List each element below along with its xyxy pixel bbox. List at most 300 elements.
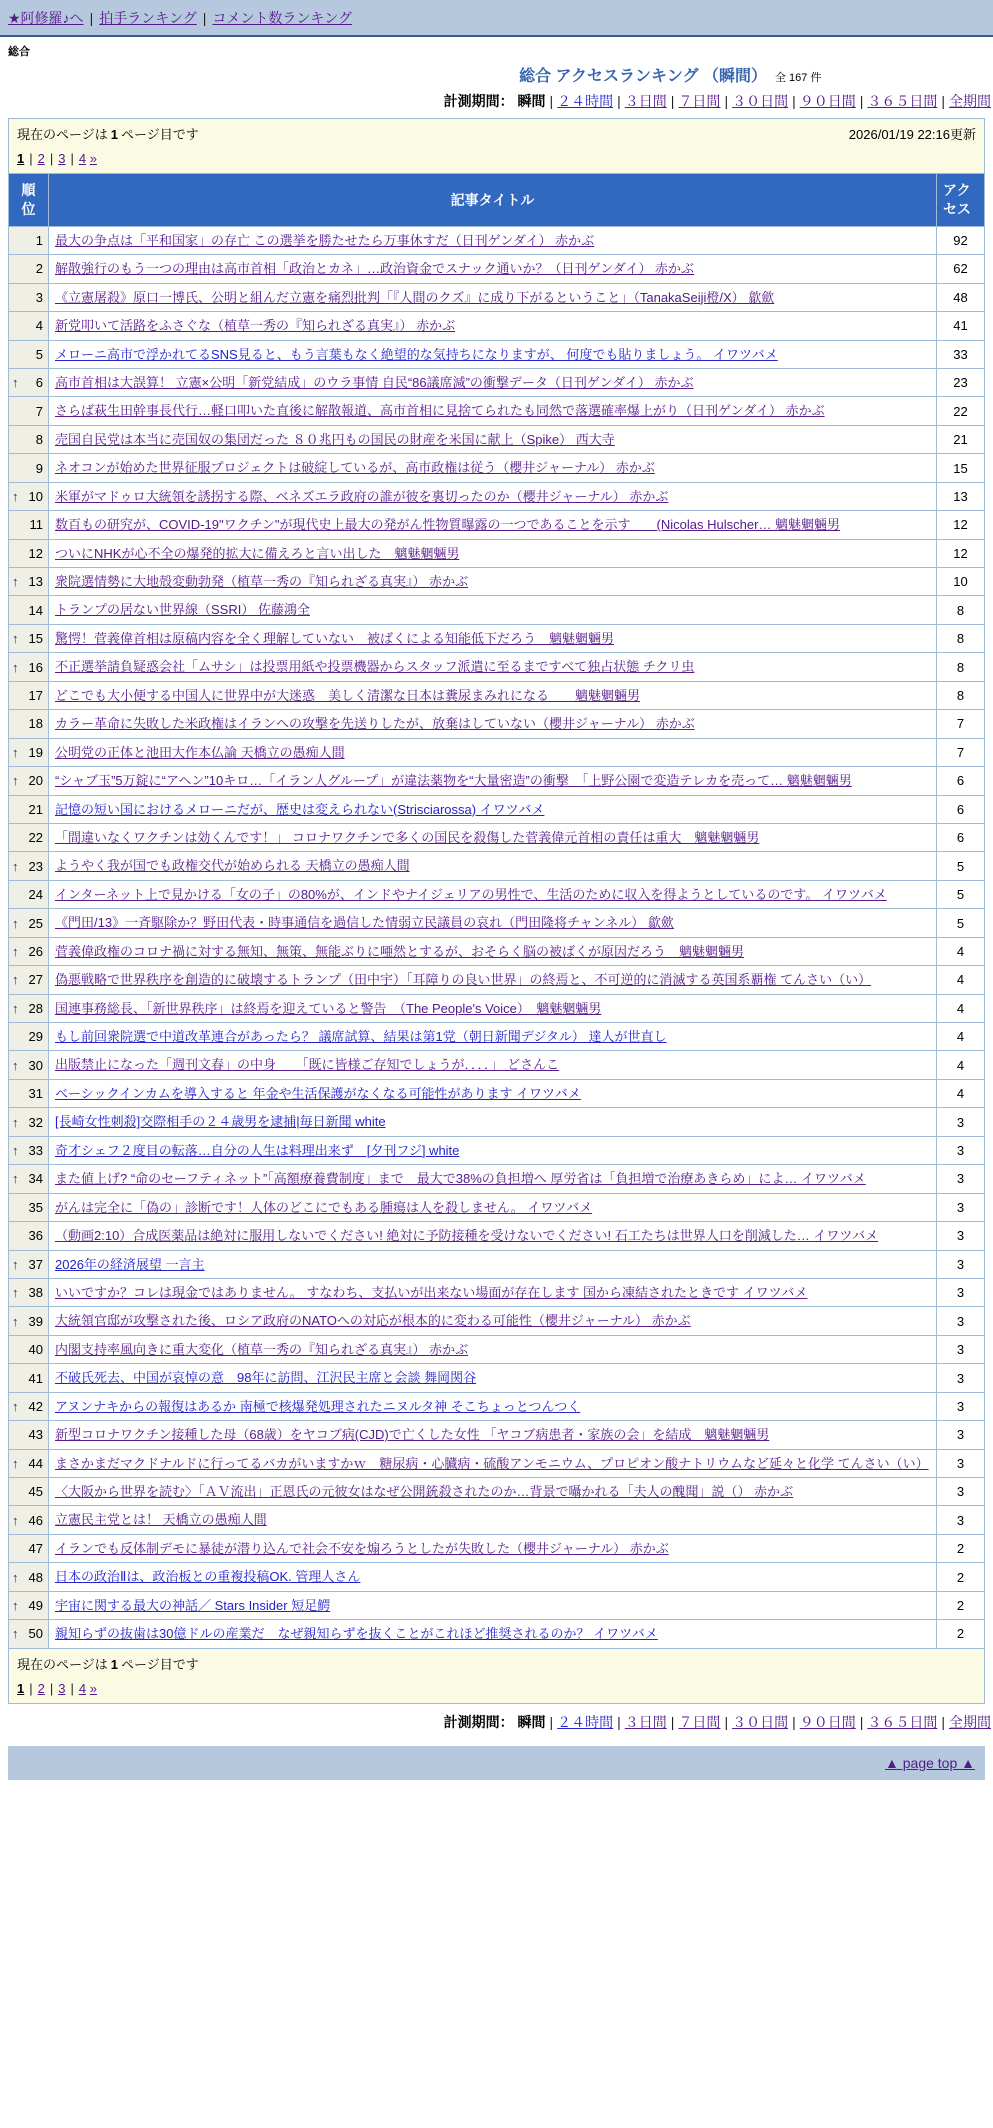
pagination-next[interactable]: » xyxy=(89,151,97,166)
access-count: 7 xyxy=(937,738,985,766)
access-count: 2 xyxy=(937,1534,985,1562)
rank-up-icon: ↑ xyxy=(12,631,19,647)
article-title-cell xyxy=(49,1136,937,1164)
table-header-row xyxy=(9,174,985,227)
table-row xyxy=(9,710,985,738)
article-link[interactable]: 「間違いなくワクチンは効くんです！」 コロナワクチンで多くの国民を殺傷した菅義偉元首相の責任は重大 魑魅魍魎男 xyxy=(55,829,760,845)
rank-up-icon: ↑ xyxy=(12,1313,19,1329)
rank-cell: ↑ 15 xyxy=(9,624,49,652)
rank-cell: ↑ 34 xyxy=(9,1165,49,1193)
article-title-cell xyxy=(49,994,937,1022)
article-title-cell xyxy=(49,966,937,994)
article-title-cell xyxy=(49,852,937,880)
access-count: 6 xyxy=(937,767,985,795)
pagination-page-4[interactable]: 4 xyxy=(78,151,87,166)
rank-cell: ↑ 39 xyxy=(9,1307,49,1335)
article-link[interactable]: 国連事務総長、「新世界秩序」は終焉を迎えていると警告 （The People's Voice） 魑魅魍魎男 xyxy=(55,1000,602,1016)
rank-cell: 21 xyxy=(9,795,49,823)
rank-cell: ↑ 38 xyxy=(9,1278,49,1306)
rank-cell: 2 xyxy=(9,255,49,283)
article-title-cell xyxy=(49,397,937,425)
article-link[interactable]: 《立憲屠殺》原口一博氏、公明と組んだ立憲を痛烈批判「『人間のクズ』に成り下がるということ」（TanakaSeiji橙/X） 歙歛 xyxy=(55,289,775,305)
page-info-band-top xyxy=(8,118,985,174)
rank-cell: 12 xyxy=(9,539,49,567)
access-count: 4 xyxy=(937,966,985,994)
article-title-cell xyxy=(49,1563,937,1591)
rank-cell: ↑ 42 xyxy=(9,1392,49,1420)
ranking-table-body xyxy=(9,226,985,1648)
rank-up-icon: ↑ xyxy=(12,1143,19,1158)
article-link[interactable]: 公明党の正体と池田大作本仏論 天橋立の愚痴人間 xyxy=(55,744,345,760)
rank-cell: ↑ 16 xyxy=(9,653,49,681)
article-title-cell xyxy=(49,1620,937,1648)
article-link[interactable]: 親知らずの抜歯は30億ドルの産業だ なぜ親知らずを抜くことがこれほど推奨されるのか？ イワツバメ xyxy=(55,1626,658,1642)
article-link[interactable]: ネオコンが始めた世界征服プロジェクトは破綻しているが、高市政権は従う（櫻井ジャーナル） 赤かぶ xyxy=(55,460,655,476)
article-link[interactable]: 不破氏死去、中国が哀悼の意 98年に訪問、江沢民主席と会談 舞岡関谷 xyxy=(55,1370,477,1386)
table-row xyxy=(9,1193,985,1221)
period-current: 瞬間 xyxy=(517,93,546,109)
table-row xyxy=(9,283,985,311)
access-count: 3 xyxy=(937,1392,985,1420)
nav-link-comment-ranking[interactable]: コメント数ランキング xyxy=(212,10,353,26)
rank-up-icon: ↑ xyxy=(12,1114,19,1130)
table-row xyxy=(9,937,985,965)
access-count: 6 xyxy=(937,795,985,823)
rank-cell: 3 xyxy=(9,283,49,311)
article-link[interactable]: 内閣支持率風向きに重大変化（植草一秀の『知られざる真実』） 赤かぶ xyxy=(55,1341,469,1357)
table-row xyxy=(9,1563,985,1591)
rank-up-icon: ↑ xyxy=(12,375,19,391)
top-nav xyxy=(0,0,993,37)
page-info: 現在のページは 1 ページ目です xyxy=(17,127,199,142)
table-row xyxy=(9,767,985,795)
article-link[interactable]: インターネット上で見かける「女の子」の80%が、インドやナイジェリアの男性で、生活のために収入を得ようとしているのです。 イワツバメ xyxy=(55,886,887,902)
period-option-365d[interactable]: ３６５日間 xyxy=(867,1713,938,1730)
article-title-cell xyxy=(49,1307,937,1335)
pagination-page-2[interactable]: 2 xyxy=(37,151,45,166)
access-count: 12 xyxy=(937,539,985,567)
access-count: 3 xyxy=(937,1222,985,1250)
updated-timestamp: 2026/01/19 22:16更新 xyxy=(848,127,976,142)
article-title-cell xyxy=(49,653,937,681)
article-link[interactable]: 日本の政治Ⅱは、政治板との重複投稿OK. 管理人さん xyxy=(55,1569,361,1585)
article-title-cell xyxy=(49,425,937,453)
rank-cell: ↑ 27 xyxy=(9,966,49,994)
article-link[interactable]: （動画2:10）合成医薬品は絶対に服用しないでください! 絶対に予防接種を受けないでください! 石工たちは世界人口を削減した… イワツバメ xyxy=(55,1228,879,1244)
rank-cell: 14 xyxy=(9,596,49,624)
period-option-90d[interactable]: ９０日間 xyxy=(799,93,856,109)
table-row xyxy=(9,1278,985,1306)
rank-cell: 7 xyxy=(9,397,49,425)
table-row xyxy=(9,1591,985,1619)
period-selector-top: 計測期間： 瞬間 | ２４時間 | ３日間 | ７日間 | ３０日間 | ９０日間 | ３６５日間 | 全期間 xyxy=(443,93,991,109)
article-link[interactable]: 数百もの研究が、COVID-19"ワクチン"が現代史上最大の発がん性物質曝露の一つであることを示す (Nicolas Hulscher… 魑魅魍魎男 xyxy=(55,517,841,533)
rank-cell: 9 xyxy=(9,454,49,482)
period-current: 瞬間 xyxy=(517,1713,546,1730)
rank-up-icon: ↑ xyxy=(12,574,19,590)
pagination-page-2[interactable]: 2 xyxy=(37,1680,45,1696)
header-rank: 順位 xyxy=(9,174,49,227)
title-line xyxy=(348,59,993,86)
access-count: 33 xyxy=(937,340,985,368)
article-link[interactable]: 偽悪戦略で世界秩序を創造的に破壊するトランプ（田中宇）「耳障りの良い世界」の終焉と、不可逆的に消滅する英国系覇権 てんさい（い） xyxy=(55,972,872,988)
article-link[interactable]: 出版禁止になった「週刊文春」の中身 「既に皆様ご存知でしょうが．．．．」 どさんこ xyxy=(55,1057,560,1073)
rank-up-icon: ↑ xyxy=(12,1285,19,1301)
article-title-cell xyxy=(49,767,937,795)
period-option-24h[interactable]: ２４時間 xyxy=(557,93,614,109)
article-title-cell xyxy=(49,1079,937,1107)
rank-up-icon: ↑ xyxy=(12,1569,19,1585)
table-row xyxy=(9,966,985,994)
access-count: 3 xyxy=(937,1307,985,1335)
article-link[interactable]: 奇才シェフ２度目の転落…自分の人生は料理出来ず [夕刊フジ] white xyxy=(55,1142,460,1158)
article-title-cell xyxy=(49,795,937,823)
article-title-cell xyxy=(49,1051,937,1079)
period-option-all[interactable]: 全期間 xyxy=(949,93,991,109)
rank-up-icon: ↑ xyxy=(12,1626,19,1642)
access-count: 3 xyxy=(937,1506,985,1534)
rank-cell: 41 xyxy=(9,1364,49,1392)
rank-cell: 40 xyxy=(9,1335,49,1363)
rank-cell: ↑ 10 xyxy=(9,482,49,510)
article-title-cell xyxy=(49,1421,937,1449)
rank-cell: ↑ 19 xyxy=(9,738,49,766)
access-count: 23 xyxy=(937,368,985,396)
access-count: 3 xyxy=(937,1364,985,1392)
article-link[interactable]: どこでも大小便する中国人に世界中が大迷惑 美しく清潔な日本は糞尿まみれになる 魑魅魍魎男 xyxy=(55,687,641,703)
access-count: 3 xyxy=(937,1421,985,1449)
article-link[interactable]: ようやく我が国でも政権交代が始められる 天橋立の愚痴人間 xyxy=(55,858,410,874)
article-title-cell xyxy=(49,1278,937,1306)
access-count: 8 xyxy=(937,596,985,624)
article-title-cell xyxy=(49,368,937,396)
access-count: 12 xyxy=(937,511,985,539)
article-title-cell xyxy=(49,454,937,482)
article-title-cell xyxy=(49,1534,937,1562)
table-row xyxy=(9,1421,985,1449)
rank-cell: ↑ 13 xyxy=(9,568,49,596)
article-link[interactable]: 高市首相は大誤算！ 立憲×公明「新党結成」のウラ事情 自民“86議席減”の衝撃データ（日刊ゲンダイ） 赤かぶ xyxy=(55,374,694,390)
rank-cell: ↑ 25 xyxy=(9,909,49,937)
pagination-page-3[interactable]: 3 xyxy=(58,151,66,166)
article-title-cell xyxy=(49,1023,937,1051)
access-count: 2 xyxy=(937,1620,985,1648)
rank-cell: 17 xyxy=(9,681,49,709)
access-count: 6 xyxy=(937,823,985,851)
article-link[interactable]: メローニ高市で浮かれてるSNS見ると、もう言葉もなく絶望的な気持ちになりますが、 何度でも貼りましょう。 イワツバメ xyxy=(55,346,778,362)
rank-cell: ↑ 6 xyxy=(9,368,49,396)
article-link[interactable]: 最大の争点は「平和国家」の存亡 この選挙を勝たせたら万事休すだ（日刊ゲンダイ） 赤かぶ xyxy=(55,232,595,248)
article-link[interactable]: 菅義偉政権のコロナ禍に対する無知、無策、無能ぶりに唖然とするが、おそらく脳の被ばくが原因だろう 魑魅魍魎男 xyxy=(55,943,745,959)
article-link[interactable]: 不正選挙請負疑惑会社「ムサシ」は投票用紙や投票機器からスタッフ派遣に至るまですべて独占状態 チクリ虫 xyxy=(55,659,695,675)
access-count: 2 xyxy=(937,1563,985,1591)
table-row xyxy=(9,852,985,880)
article-link[interactable]: イランでも反体制デモに暴徒が潜り込んで社会不安を煽ろうとしたが失敗した（櫻井ジャーナル） 赤かぶ xyxy=(55,1540,669,1556)
rank-up-icon: ↑ xyxy=(12,773,19,789)
table-row xyxy=(9,1478,985,1506)
access-count: 92 xyxy=(937,226,985,254)
article-link[interactable]: 2026年の経済展望 一言主 xyxy=(55,1256,205,1272)
rank-up-icon: ↑ xyxy=(12,1598,19,1613)
table-row xyxy=(9,1165,985,1193)
article-link[interactable]: 売国自民党は本当に売国奴の集団だった ８０兆円もの国民の財産を米国に献上（Spike） 西大寺 xyxy=(55,431,615,447)
access-count: 8 xyxy=(937,624,985,652)
table-row xyxy=(9,880,985,908)
rank-cell: 8 xyxy=(9,425,49,453)
access-count: 3 xyxy=(937,1278,985,1306)
article-title-cell xyxy=(49,1193,937,1221)
nav-separator: | xyxy=(202,10,207,26)
article-title-cell xyxy=(49,511,937,539)
rank-cell: ↑ 48 xyxy=(9,1563,49,1591)
rank-cell: 4 xyxy=(9,312,49,340)
period-option-24h[interactable]: ２４時間 xyxy=(557,1713,614,1730)
period-label: 計測期間： xyxy=(443,93,514,109)
table-row xyxy=(9,1136,985,1164)
rank-cell: ↑ 30 xyxy=(9,1051,49,1079)
nav-link-asyura-home[interactable]: ★阿修羅♪へ xyxy=(8,10,84,26)
access-count: 8 xyxy=(937,653,985,681)
access-count: 62 xyxy=(937,255,985,283)
table-row xyxy=(9,340,985,368)
table-row xyxy=(9,1079,985,1107)
article-title-cell xyxy=(49,1506,937,1534)
article-link[interactable]: カラー革命に失敗した米政権はイランへの攻撃を先送りしたが、放棄はしていない（櫻井ジャーナル） 赤かぶ xyxy=(55,716,695,732)
access-count: 4 xyxy=(937,994,985,1022)
rank-cell: ↑ 44 xyxy=(9,1449,49,1477)
page-top-band xyxy=(8,1746,985,1780)
article-link[interactable]: トランプの居ない世界線（SSRI） 佐藤鴻全 xyxy=(55,602,310,618)
article-title-cell xyxy=(49,1108,937,1136)
article-link[interactable]: いいですか？コレは現金ではありません。 すなわち、支払いが出来ない場面が存在します 国から凍結されたときです イワツバメ xyxy=(55,1284,808,1300)
table-row xyxy=(9,1307,985,1335)
table-row xyxy=(9,1392,985,1420)
header-title: 記事タイトル xyxy=(49,174,937,227)
period-option-3d[interactable]: ３日間 xyxy=(624,1713,667,1730)
period-option-7d[interactable]: ７日間 xyxy=(678,1713,721,1730)
access-count: 8 xyxy=(937,681,985,709)
rank-cell: 5 xyxy=(9,340,49,368)
article-title-cell xyxy=(49,823,937,851)
article-link[interactable]: ついにNHKが心不全の爆発的拡大に備えろと言い出した 魑魅魍魎男 xyxy=(55,545,460,561)
access-count: 3 xyxy=(937,1250,985,1278)
rank-cell: ↑ 50 xyxy=(9,1620,49,1648)
access-count: 21 xyxy=(937,425,985,453)
access-count: 4 xyxy=(937,1079,985,1107)
table-row xyxy=(9,1620,985,1648)
ranking-table xyxy=(8,173,985,1649)
access-count: 3 xyxy=(937,1449,985,1477)
access-count: 4 xyxy=(937,1051,985,1079)
article-link[interactable]: [長崎女性刺殺]交際相手の２４歳男を逮捕|毎日新聞 white xyxy=(55,1114,386,1130)
article-link[interactable]: がんは完全に「偽の」診断です！人体のどこにでもある腫瘍は人を殺しません。 イワツバメ xyxy=(55,1199,593,1215)
article-title-cell xyxy=(49,1222,937,1250)
article-link[interactable]: 大統領官邸が攻撃された後、ロシア政府のNATOへの対応が根本的に変わる可能性（櫻井ジャーナル） 赤かぶ xyxy=(55,1313,691,1329)
access-count: 3 xyxy=(937,1165,985,1193)
period-option-365d[interactable]: ３６５日間 xyxy=(867,93,938,109)
table-row xyxy=(9,482,985,510)
table-row xyxy=(9,539,985,567)
table-row xyxy=(9,511,985,539)
rank-up-icon: ↑ xyxy=(12,744,19,760)
pagination-page-3[interactable]: 3 xyxy=(58,1680,66,1696)
header-access: アクセス xyxy=(937,174,985,227)
article-link[interactable]: “シャブ玉”5万錠に“アヘン”10キロ…「イラン人グループ」が違法薬物を“大量密造”の衝撃 「上野公園で変造テレカを売って… 魑魅魍魎男 xyxy=(55,773,852,789)
article-link[interactable]: また値上げ? “命のセーフティネット”「高額療養費制度」まで 最大で38%の負担増へ 厚労省は「負担増で治療あきらめ」によ… イワツバメ xyxy=(55,1171,866,1187)
article-title-cell xyxy=(49,937,937,965)
access-count: 4 xyxy=(937,1023,985,1051)
period-selector-bottom: 計測期間： 瞬間 | ２４時間 | ３日間 | ７日間 | ３０日間 | ９０日間 | ３６５日間 | 全期間 xyxy=(443,1713,991,1730)
article-link[interactable]: さらば萩生田幹事長代行…軽口叩いた直後に解散報道、高市首相に見捨てられたも同然で落選確率爆上がり（日刊ゲンダイ） 赤かぶ xyxy=(55,403,825,419)
article-link[interactable]: 〈大阪から世界を読む〉「ＡＶ流出」正恩氏の元彼女はなぜ公開銃殺されたのか…背景で囁かれる「夫人の醜聞」説（） 赤かぶ xyxy=(55,1484,794,1500)
article-title-cell xyxy=(49,255,937,283)
rank-cell: 18 xyxy=(9,710,49,738)
table-row xyxy=(9,994,985,1022)
page-info-band-bottom xyxy=(8,1649,985,1704)
rank-up-icon: ↑ xyxy=(12,943,19,959)
table-row xyxy=(9,1023,985,1051)
article-title-cell xyxy=(49,1591,937,1619)
table-row xyxy=(9,738,985,766)
article-link[interactable]: 《門田/13》一斉駆除か？野田代表・時事通信を過信した情弱立民議員の哀れ（門田隆将チャンネル） 歙歛 xyxy=(55,915,674,931)
rank-cell: 47 xyxy=(9,1534,49,1562)
rank-cell: ↑ 46 xyxy=(9,1506,49,1534)
table-row xyxy=(9,624,985,652)
access-count: 3 xyxy=(937,1193,985,1221)
table-row xyxy=(9,568,985,596)
table-row xyxy=(9,596,985,624)
rank-cell: 24 xyxy=(9,880,49,908)
table-row xyxy=(9,1108,985,1136)
rank-cell: ↑ 32 xyxy=(9,1108,49,1136)
pagination-current: 1 xyxy=(17,1680,25,1696)
rank-up-icon: ↑ xyxy=(12,488,19,504)
article-title-cell xyxy=(49,1449,937,1477)
article-title-cell xyxy=(49,880,937,908)
period-option-all[interactable]: 全期間 xyxy=(949,1713,991,1730)
rank-cell: ↑ 33 xyxy=(9,1136,49,1164)
rank-cell: 43 xyxy=(9,1421,49,1449)
period-option-30d[interactable]: ３０日間 xyxy=(732,1713,789,1730)
table-row xyxy=(9,1250,985,1278)
article-title-cell xyxy=(49,624,937,652)
access-count: 5 xyxy=(937,909,985,937)
access-count: 7 xyxy=(937,710,985,738)
rank-up-icon: ↑ xyxy=(12,1455,19,1471)
table-row xyxy=(9,1335,985,1363)
rank-up-icon: ↑ xyxy=(12,972,19,988)
table-row xyxy=(9,795,985,823)
pagination-page-4[interactable]: 4 xyxy=(78,1680,87,1696)
article-link[interactable]: 驚愕！菅義偉首相は原稿内容を全く理解していない 被ばくによる知能低下だろう 魑魅魍魎男 xyxy=(55,630,615,646)
article-title-cell xyxy=(49,1392,937,1420)
rank-cell: 35 xyxy=(9,1193,49,1221)
article-title-cell xyxy=(49,283,937,311)
table-row xyxy=(9,909,985,937)
rank-up-icon: ↑ xyxy=(12,858,19,874)
rank-up-icon: ↑ xyxy=(12,1512,19,1528)
article-link[interactable]: ベーシックインカムを導入すると 年金や生活保護がなくなる可能性があります イワツバメ xyxy=(55,1085,581,1101)
table-row xyxy=(9,312,985,340)
page-title: 総合 アクセスランキング （瞬間） xyxy=(519,68,767,85)
table-row xyxy=(9,1222,985,1250)
article-link[interactable]: アヌンナキからの報復はあるか 南極で核爆発処理されたニヌルタ神 そこちょっとつんつく xyxy=(55,1398,581,1414)
pagination-next[interactable]: » xyxy=(89,1680,97,1696)
total-count: 全 167 件 xyxy=(775,72,822,84)
rank-up-icon: ↑ xyxy=(12,1057,19,1073)
table-row xyxy=(9,1534,985,1562)
rank-cell: 11 xyxy=(9,511,49,539)
period-option-90d[interactable]: ９０日間 xyxy=(799,1713,856,1730)
article-link[interactable]: 記憶の短い国におけるメローニだが、歴史は変えられない(Strisciarossa) イワツバメ xyxy=(55,801,545,817)
table-row xyxy=(9,226,985,254)
pagination-top: 1 | 2 | 3 | 4 » xyxy=(17,151,97,166)
rank-up-icon: ↑ xyxy=(12,1398,19,1414)
article-link[interactable]: 新型コロナワクチン接種した母（68歳）をヤコブ病(CJD)で亡くした女性 「ヤコブ病患者・家族の会」を結成 魑魅魍魎男 xyxy=(55,1427,770,1443)
pagination-bottom: 1 | 2 | 3 | 4 » xyxy=(17,1680,97,1696)
article-link[interactable]: 立憲民主党とは！ 天橋立の愚痴人間 xyxy=(55,1512,267,1528)
rank-up-icon: ↑ xyxy=(12,659,19,675)
article-link[interactable]: まさかまだマクドナルドに行ってるバカがいますかｗ 糖尿病・心臓病・硫酸アンモニウム、プロピオン酸ナトリウムなど延々と化学 てんさい（い） xyxy=(55,1455,929,1471)
page-info: 現在のページは 1 ページ目です xyxy=(17,1656,199,1672)
access-count: 3 xyxy=(937,1136,985,1164)
access-count: 48 xyxy=(937,283,985,311)
period-option-30d[interactable]: ３０日間 xyxy=(732,93,789,109)
table-row xyxy=(9,454,985,482)
rank-cell: 31 xyxy=(9,1079,49,1107)
page-top-link[interactable]: ▲ page top ▲ xyxy=(885,1754,975,1771)
table-row xyxy=(9,681,985,709)
article-title-cell xyxy=(49,226,937,254)
table-row xyxy=(9,1506,985,1534)
nav-separator: | xyxy=(89,10,94,26)
article-title-cell xyxy=(49,596,937,624)
access-count: 10 xyxy=(937,568,985,596)
rank-cell: 1 xyxy=(9,226,49,254)
article-link[interactable]: 米軍がマドゥロ大統領を誘拐する際、ベネズエラ政府の誰が彼を裏切ったのか（櫻井ジャーナル） 赤かぶ xyxy=(55,488,669,504)
access-count: 3 xyxy=(937,1335,985,1363)
article-title-cell xyxy=(49,568,937,596)
rank-cell: 22 xyxy=(9,823,49,851)
article-link[interactable]: 衆院選情勢に大地殻変動勃発（植草一秀の『知られざる真実』） 赤かぶ xyxy=(55,574,469,590)
access-count: 3 xyxy=(937,1478,985,1506)
article-title-cell xyxy=(49,1478,937,1506)
access-count: 5 xyxy=(937,880,985,908)
rank-cell: ↑ 28 xyxy=(9,994,49,1022)
table-row xyxy=(9,1364,985,1392)
period-option-7d[interactable]: ７日間 xyxy=(678,93,721,109)
article-link[interactable]: 新党叩いて活路をふさぐな（植草一秀の『知られざる真実』） 赤かぶ xyxy=(55,318,456,334)
table-row xyxy=(9,368,985,396)
table-row xyxy=(9,397,985,425)
nav-link-clap-ranking[interactable]: 拍手ランキング xyxy=(99,10,197,26)
rank-cell: ↑ 26 xyxy=(9,937,49,965)
rank-cell: 45 xyxy=(9,1478,49,1506)
article-title-cell xyxy=(49,482,937,510)
article-title-cell xyxy=(49,1335,937,1363)
table-row xyxy=(9,823,985,851)
period-option-3d[interactable]: ３日間 xyxy=(624,93,667,109)
rank-up-icon: ↑ xyxy=(12,915,19,931)
article-link[interactable]: 宇宙に関する最大の神話／ Stars Insider 短足鰐 xyxy=(55,1597,331,1613)
article-title-cell xyxy=(49,1364,937,1392)
article-link[interactable]: 解散強行のもう一つの理由は高市首相「政治とカネ」…政治資金でスナック通いか？（日刊ゲンダイ） 赤かぶ xyxy=(55,261,695,277)
article-title-cell xyxy=(49,1250,937,1278)
rank-cell: 36 xyxy=(9,1222,49,1250)
rank-cell: ↑ 49 xyxy=(9,1591,49,1619)
article-link[interactable]: もし前回衆院選で中道改革連合があったら？ 議席試算、結果は第1党（朝日新聞デジタル） 達人が世直し xyxy=(55,1029,667,1045)
table-row xyxy=(9,425,985,453)
